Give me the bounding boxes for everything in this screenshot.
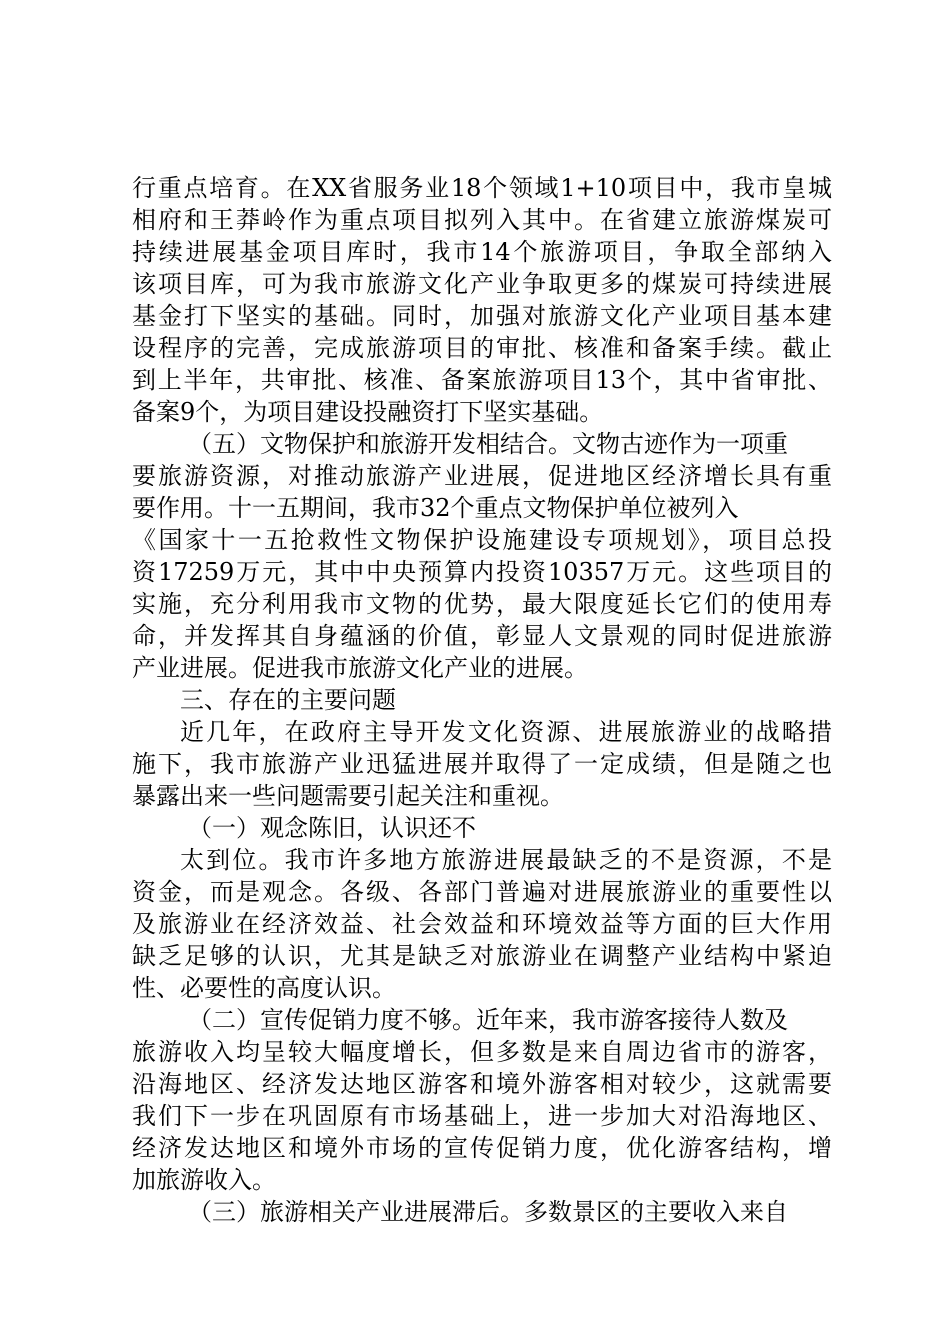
text-line: 实施，充分利用我市文物的优势，最大限度延长它们的使用寿 xyxy=(132,590,832,618)
text-line: 经济发达地区和境外市场的宣传促销力度，优化游客结构，增 xyxy=(132,1134,832,1162)
text-line: 旅游收入均呈较大幅度增长，但多数是来自周边省市的游客， xyxy=(132,1038,832,1066)
text-line: 要旅游资源，对推动旅游产业进展，促进地区经济增长具有重 xyxy=(132,462,832,490)
text-line: 行重点培育。在XX省服务业18个领域1+10项目中，我市皇城 xyxy=(132,174,832,202)
text-line: 《国家十一五抢救性文物保护设施建设专项规划》，项目总投 xyxy=(132,526,832,554)
text-line: 沿海地区、经济发达地区游客和境外游客相对较少，这就需要 xyxy=(132,1070,832,1098)
text-line: 加旅游收入。 xyxy=(132,1166,276,1194)
text-line: 到上半年，共审批、核准、备案旅游项目13个，其中省审批、 xyxy=(132,366,832,394)
text-line: 持续进展基金项目库时，我市14个旅游项目，争取全部纳入 xyxy=(132,238,832,266)
section-heading: （一）观念陈旧，认识还不 xyxy=(188,814,476,842)
text-line: 近几年，在政府主导开发文化资源、进展旅游业的战略措 xyxy=(180,718,832,746)
text-line: 该项目库，可为我市旅游文化产业争取更多的煤炭可持续进展 xyxy=(132,270,832,298)
text-line: 基金打下坚实的基础。同时，加强对旅游文化产业项目基本建 xyxy=(132,302,832,330)
text-line: 备案9个，为项目建设投融资打下坚实基础。 xyxy=(132,398,604,426)
text-line: 太到位。我市许多地方旅游进展最缺乏的不是资源，不是 xyxy=(180,846,832,874)
text-line: 相府和王莽岭作为重点项目拟列入其中。在省建立旅游煤炭可 xyxy=(132,206,832,234)
text-line: 设程序的完善，完成旅游项目的审批、核准和备案手续。截止 xyxy=(132,334,832,362)
text-line: 资17259万元，其中中央预算内投资10357万元。这些项目的 xyxy=(132,558,832,586)
text-line: 暴露出来一些问题需要引起关注和重视。 xyxy=(132,782,564,810)
section-title: 三、存在的主要问题 xyxy=(180,686,396,714)
document-body xyxy=(132,172,832,1228)
text-line: 及旅游业在经济效益、社会效益和环境效益等方面的巨大作用 xyxy=(132,910,832,938)
section-heading: （五）文物保护和旅游开发相结合。文物古迹作为一项重 xyxy=(188,430,788,458)
section-heading: （三）旅游相关产业进展滞后。多数景区的主要收入来自 xyxy=(188,1198,788,1226)
text-line: 命，并发挥其自身蕴涵的价值，彰显人文景观的同时促进旅游 xyxy=(132,622,832,650)
text-line: 产业进展。促进我市旅游文化产业的进展。 xyxy=(132,654,588,682)
text-line: 要作用。十一五期间，我市32个重点文物保护单位被列入 xyxy=(132,494,739,522)
text-line: 资金，而是观念。各级、各部门普遍对进展旅游业的重要性以 xyxy=(132,878,832,906)
text-line: 缺乏足够的认识，尤其是缺乏对旅游业在调整产业结构中紧迫 xyxy=(132,942,832,970)
section-heading: （二）宣传促销力度不够。近年来，我市游客接待人数及 xyxy=(188,1006,788,1034)
text-line: 我们下一步在巩固原有市场基础上，进一步加大对沿海地区、 xyxy=(132,1102,832,1130)
text-line: 性、必要性的高度认识。 xyxy=(132,974,396,1002)
text-line: 施下，我市旅游产业迅猛进展并取得了一定成绩，但是随之也 xyxy=(132,750,832,778)
